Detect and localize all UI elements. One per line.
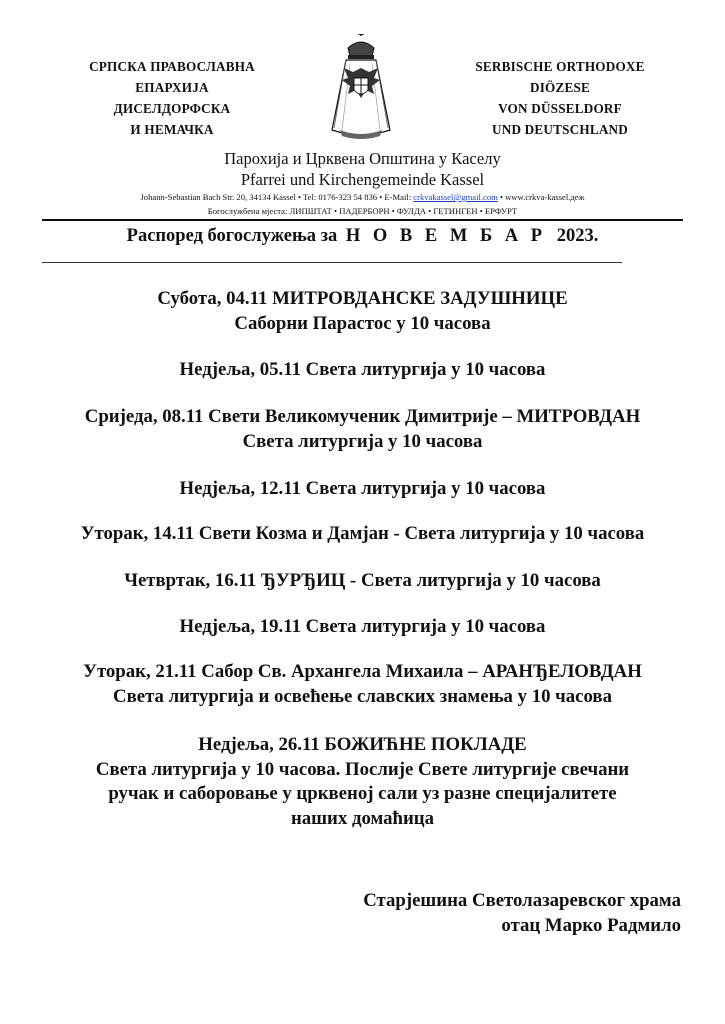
diocese-name-serbian: [67, 56, 277, 140]
contact-website: • www.crkva-kassel.деж: [497, 192, 585, 202]
schedule-title: [0, 224, 725, 248]
schedule-entry: [20, 733, 705, 831]
diocese-line: SERBISCHE ORTHODOXE: [475, 59, 645, 74]
schedule-title-prefix: Распоред богослужења за: [126, 226, 338, 246]
schedule-entry: [20, 358, 705, 383]
contact-address: Johann-Sebastian Bach Str. 20, 34134 Kassel • Tel: 0176-323 54 836 • E-Mail:: [140, 192, 414, 202]
schedule-title-month: Н О В Е М Б А Р: [345, 226, 547, 246]
service-locations: Богослужбена мјеста: ЛИПШТАТ • ПАДЕРБОРН • ФУЛДА • ГЕТИНГЕН • ЕРФУРТ: [207, 206, 518, 216]
entry-line: Уторак, 21.11 Сабор Св. Архангела Михаила – АРАНЂЕЛОВДАН: [83, 661, 642, 682]
schedule-entry: [20, 522, 705, 547]
diocese-line: DIÖZESE: [529, 80, 591, 95]
diocese-line: ЕПАРХИЈА: [135, 80, 209, 95]
entry-line: Света литургија у 10 часова. Послије Свете литургије свечани: [95, 758, 630, 780]
entry-line: Саборни Парастос у 10 часова: [234, 312, 491, 334]
diocese-line: ДИСЕЛДОРФСКА: [113, 101, 231, 116]
schedule-entry: [20, 660, 705, 709]
entry-line: наших домаћица: [290, 807, 435, 829]
schedule-entry: [20, 569, 705, 594]
diocese-line: UND DEUTSCHLAND: [492, 122, 628, 137]
parish-name-german: Pfarrei und Kirchengemeinde Kassel: [240, 170, 485, 189]
entry-line: Сриједа, 08.11 Свети Великомученик Димитрије – МИТРОВДАН: [84, 406, 641, 427]
schedule-entry: [20, 287, 705, 336]
schedule-entry: [20, 405, 705, 454]
entry-line: Света литургија у 10 часова: [242, 430, 483, 452]
entry-line: Света литургија и освећење славских знамења у 10 часова: [113, 685, 612, 707]
contact-line: [0, 192, 725, 203]
schedule-entry: [20, 477, 705, 502]
diocese-line: И НЕМАЧКА: [130, 122, 214, 137]
entry-line: Недјеља, 19.11 Света литургија у 10 часова: [179, 616, 546, 637]
diocese-line: VON DÜSSELDORF: [498, 101, 622, 116]
parish-name-serbian: Парохија и Црквена Општина у Каселу: [224, 149, 501, 168]
schedule-title-year: 2023.: [556, 226, 599, 246]
entry-line: Субота, 04.11 МИТРОВДАНСКЕ ЗАДУШНИЦЕ: [157, 288, 568, 309]
coat-of-arms-icon: [326, 34, 396, 144]
schedule-entry: [20, 615, 705, 640]
header-divider: [42, 219, 683, 221]
entry-line: Недјеља, 05.11 Света литургија у 10 часова: [179, 359, 546, 380]
signature-name: отац Марко Радмило: [501, 915, 681, 936]
signature-title: Старјешина Светолазаревског храма: [363, 890, 681, 911]
diocese-line: СРПСКА ПРАВОСЛАВНА: [89, 59, 255, 74]
title-underline: [42, 262, 622, 263]
entry-line: Недјеља, 12.11 Света литургија у 10 часова: [179, 478, 546, 499]
entry-line: Уторак, 14.11 Свети Козма и Дамјан - Света литургија у 10 часова: [80, 523, 645, 544]
diocese-name-german: [450, 56, 670, 140]
signature-block: [261, 888, 681, 938]
entry-line: ручак и саборовање у црквеној сали уз разне специјалитете: [108, 783, 617, 804]
entry-line: Четвртак, 16.11 ЂУРЂИЦ - Света литургија у 10 часова: [124, 570, 601, 591]
entry-line: Недјеља, 26.11 БОЖИЋНЕ ПОКЛАДЕ: [198, 734, 527, 755]
email-link[interactable]: crkvakassel@gmail.com: [413, 192, 498, 202]
